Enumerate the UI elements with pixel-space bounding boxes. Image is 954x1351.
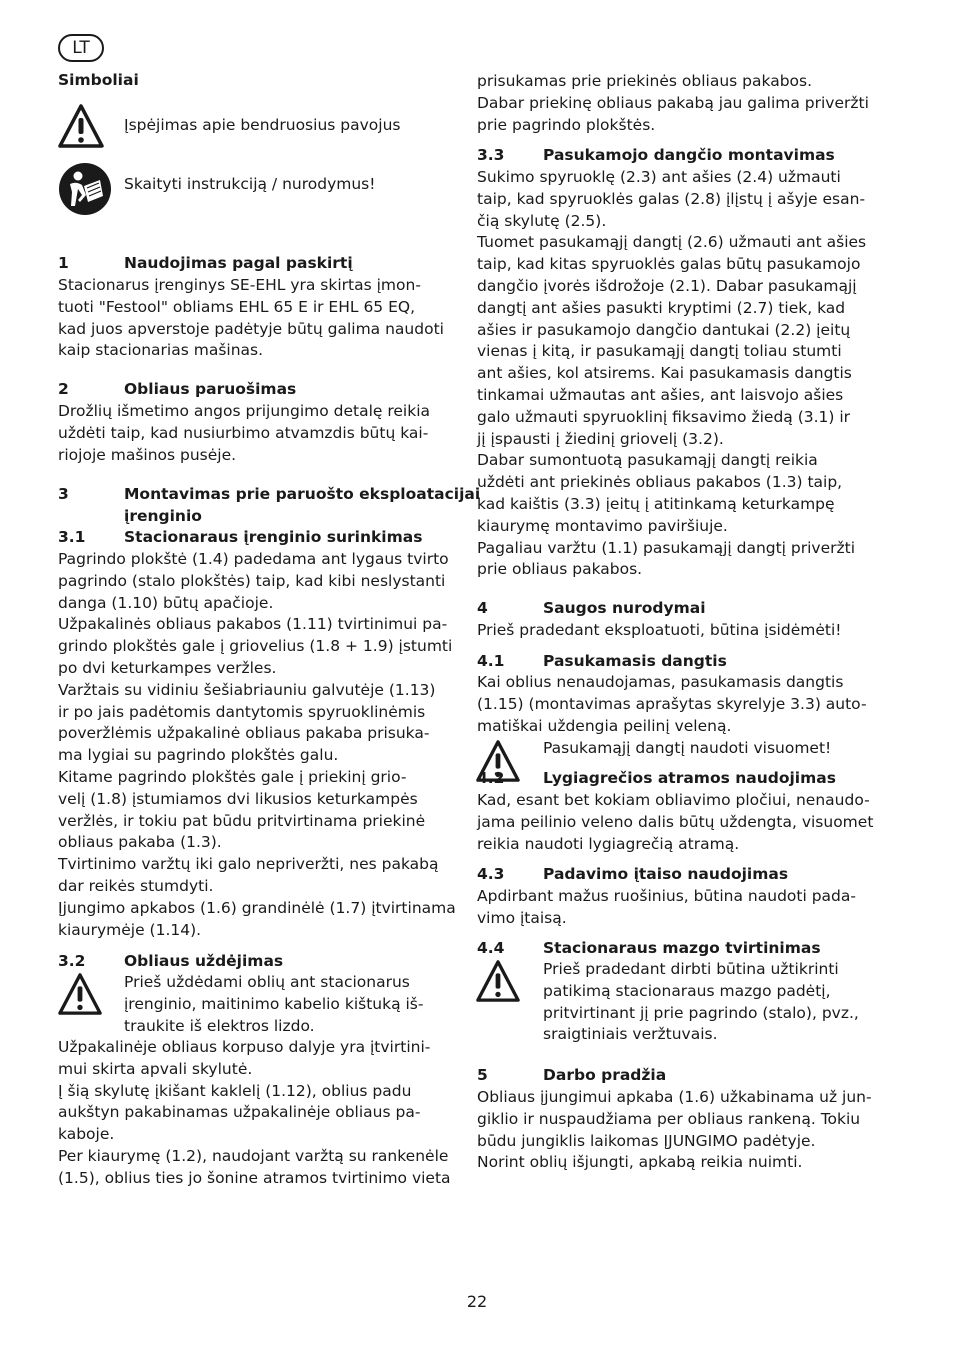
section-1-body: Stacionarus įrenginys SE-EHL yra skirtas įmon- tuoti "Festool" obliams EHL 65 E ir EHL 65 EQ, kad juos apverstoje padėtyje būtų galima naudoti kaip stacionarias mašinas. — [58, 276, 444, 360]
section-4-1-warning: Pasukamąjį dangtį naudoti visuomet! — [543, 739, 832, 757]
section-4-2-heading: 4.2 Lygiagrečios atramos naudojimas — [477, 769, 836, 787]
section-3-heading: 3 Montavimas prie paruošto eksploatacijai — [58, 485, 481, 503]
section-4-1-heading: 4.1 Pasukamasis dangtis — [477, 652, 727, 670]
section-4-heading: 4 Saugos nurodymai — [477, 599, 706, 617]
section-3-2-warning: Prieš uždėdami oblių ant stacionarus įrenginio, maitinimo kabelio kištuką iš- traukite iš elektros lizdo. — [124, 973, 424, 1035]
read-manual-icon — [58, 162, 112, 216]
symbol-read-text: Skaityti instrukciją / nurodymus! — [124, 175, 376, 193]
symbols-title: Simboliai — [58, 71, 139, 89]
section-3-3-body: Sukimo spyruoklę (2.3) ant ašies (2.4) užmauti taip, kad spyruoklės galas (2.8) įlįstų į ašyje esan- čią skylutę (2.5). Tuomet pasukamąjį dangtį (2.6) užmauti ant ašies taip, kad kitas spyruoklės galas būtų pasukamojo dangčio įvorės išdrožoje (2.1). Dabar pasukamąjį dangtį ant ašies pasukti kryptimi (2.7) tiek, kad ašies ir pasukamojo dangčio dantukai (2.2) įeitų vienas į kitą, ir pasukamąjį dangtį toliau stumti ant ašies, kol atsirems. Kai pasukamasis dangtis tinkamai užmautas ant ašies, ant laisvojo ašies galo užmauti spyruoklinį fiksavimo žiedą (3.1) ir jį įspausti į žiedinį griovelį (3.2). Dabar sumontuotą pasukamąjį dangtį reikia uždėti ant priekinės obliaus pakabos (1.3) taip, kad kaištis (3.3) įeitų į atitinkamą keturkampę kiaurymę montavimo paviršiuje. Pagaliau varžtu (1.1) pasukamąjį dangtį priveržti prie obliaus pakabos. — [477, 168, 867, 579]
page-number: 22 — [466, 1292, 488, 1311]
section-3-1-body: Pagrindo plokštė (1.4) padedama ant lygaus tvirto pagrindo (stalo plokštės) taip, kad kibi neslystanti danga (1.10) būtų apačioje. Užpakalinės obliaus pakabos (1.11) tvirtinimui pa- grindo plokštės gale į griovelius (1.8 + 1.9) įstumti po dvi keturkampes veržles. Varžtais su vidiniu šešiabriauniu galvutėje (1.13) ir po jais padėtomis dantytomis spyruoklinėmis poveržlėmis užpakalinė obliaus pakaba prisuka- ma lygiai su pagrindo plokštės galu. Kitame pagrindo plokštės gale į priekinį grio- velį (1.8) įstumiamos dvi likusios keturkampės veržlės, ir tokiu pat būdu pritvirtinama priekinė obliaus pakaba (1.3). Tvirtinimo varžtų iki galo nepriveržti, nes pakabą dar reikės stumdyti. Įjungimo apkabos (1.6) grandinėlė (1.7) įtvirtinama kiaurymėje (1.14). — [58, 550, 456, 939]
section-5-body: Obliaus įjungimui apkaba (1.6) užkabinama už jun- giklio ir nuspaudžiama per obliaus rankeną. Tokiu būdu jungiklis laikomas ĮJUNGIMO padėtyje. Norint oblių išjungti, apkabą reikia nuimti. — [477, 1088, 872, 1172]
section-3-1-heading: 3.1 Stacionaraus įrenginio surinkimas — [58, 528, 423, 546]
section-3-3-heading: 3.3 Pasukamojo dangčio montavimas — [477, 146, 835, 164]
section-3-heading-cont: įrenginio — [124, 507, 202, 525]
section-1-heading: 1 Naudojimas pagal paskirtį — [58, 254, 353, 272]
section-4-3-body: Apdirbant mažus ruošinius, būtina naudoti pada- vimo įtaisą. — [477, 887, 856, 927]
section-3-2-body: Užpakalinėje obliaus korpuso dalyje yra įtvirtini- mui skirta apvali skylutė. Į šią skylutę įkišant kaklelį (1.12), oblius padu aukštyn pakabinamas užpakalinėje obliaus pa- kaboje. Per kiaurymę (1.2), naudojant varžtą su rankenėle (1.5), oblius ties jo šonine atramos tvirtinimo vieta — [58, 1038, 451, 1187]
section-4-2-body: Kad, esant bet kokiam obliavimo pločiui, nenaudo- jama peilinio veleno dalis būtų uždengta, visuomet reikia naudoti lygiagrečią atramą. — [477, 791, 874, 853]
section-3-2-continued: prisukamas prie priekinės obliaus pakabos. Dabar priekinę obliaus pakabą jau galima priveržti prie pagrindo plokštės. — [477, 72, 869, 134]
section-4-3-heading: 4.3 Padavimo įtaiso naudojimas — [477, 865, 789, 883]
section-2-heading: 2 Obliaus paruošimas — [58, 380, 297, 398]
section-2-body: Drožlių išmetimo angos prijungimo detalę reikia uždėti taip, kad nusiurbimo atvamzdis būtų kai- riojoje mašinos pusėje. — [58, 402, 431, 464]
section-4-body: Prieš pradedant eksploatuoti, būtina įsidėmėti! — [477, 621, 842, 639]
section-4-1-body: Kai oblius nenaudojamas, pasukamasis dangtis (1.15) (montavimas aprašytas skyrelyje 3.3) auto- matiškai uždengia peilinį veleną. — [477, 673, 867, 735]
section-3-2-heading: 3.2 Obliaus uždėjimas — [58, 952, 284, 970]
warning-triangle-icon — [57, 972, 103, 1016]
warning-triangle-icon — [57, 103, 105, 149]
symbol-warning-text: Įspėjimas apie bendruosius pavojus — [124, 116, 401, 134]
warning-triangle-icon — [475, 959, 521, 1003]
section-5-heading: 5 Darbo pradžia — [477, 1066, 667, 1084]
section-4-4-warning: Prieš pradedant dirbti būtina užtikrinti patikimą stacionaraus mazgo padėtį, pritvirtinant jį prie pagrindo (stalo), pvz., sraigtiniais veržtuvais. — [543, 960, 859, 1044]
section-4-4-heading: 4.4 Stacionaraus mazgo tvirtinimas — [477, 939, 821, 957]
language-badge: LT — [58, 34, 104, 62]
